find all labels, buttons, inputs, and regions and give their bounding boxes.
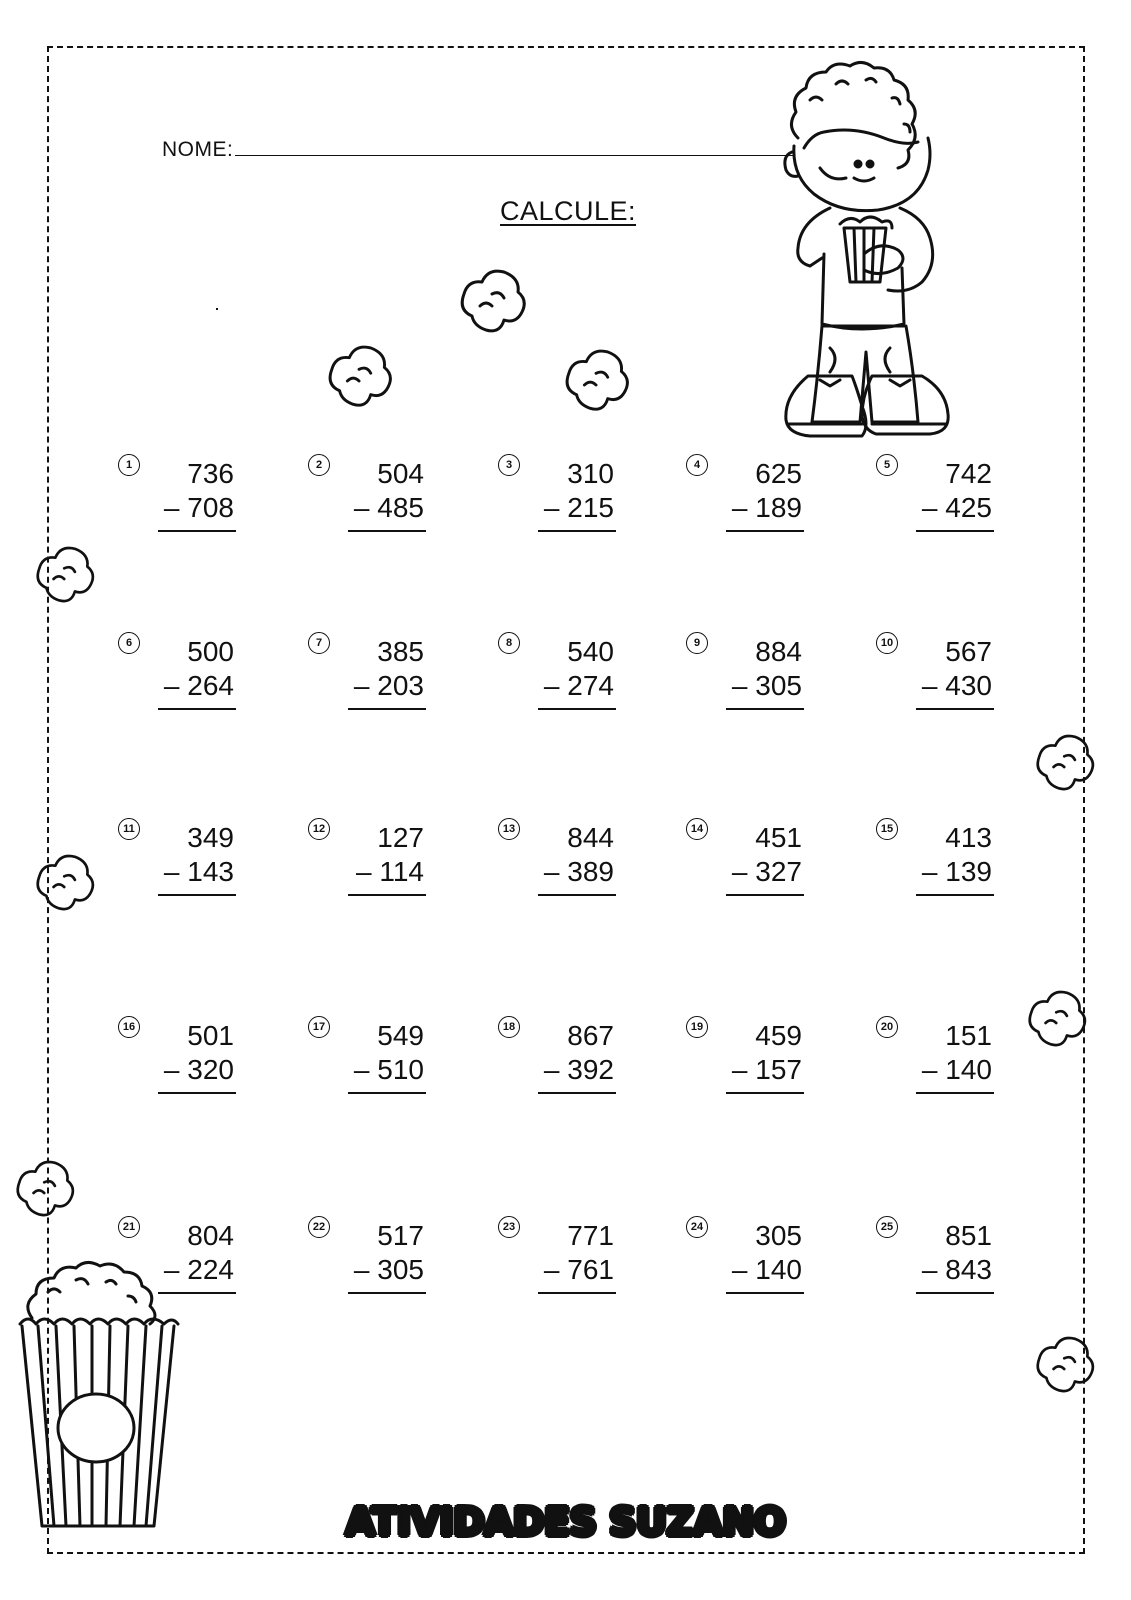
answer-line[interactable] — [726, 1292, 804, 1294]
problem-number-badge: 19 — [686, 1016, 708, 1038]
subtrahend: – 140 — [921, 1054, 992, 1085]
subtraction-problem — [308, 818, 448, 908]
answer-line[interactable] — [916, 894, 994, 896]
subtraction-problem — [686, 454, 826, 544]
subtrahend: – 320 — [163, 1054, 234, 1085]
subtrahend: – 274 — [543, 670, 614, 701]
minuend: 742 — [945, 458, 992, 489]
minuend: 459 — [755, 1020, 802, 1051]
subtraction-problem — [118, 1016, 258, 1106]
problem-number-badge: 9 — [686, 632, 708, 654]
problem-number-badge: 1 — [118, 454, 140, 476]
subtraction-problem — [308, 454, 448, 544]
subtrahend: – 485 — [353, 492, 424, 523]
boy-with-popcorn-illustration — [780, 58, 960, 453]
subtrahend: – 224 — [163, 1254, 234, 1285]
problem-number-badge: 18 — [498, 1016, 520, 1038]
problem-number-badge: 23 — [498, 1216, 520, 1238]
subtraction-problem — [876, 1216, 1016, 1306]
answer-line[interactable] — [726, 708, 804, 710]
problem-number-badge: 5 — [876, 454, 898, 476]
minuend: 127 — [377, 822, 424, 853]
problem-number-badge: 6 — [118, 632, 140, 654]
answer-line[interactable] — [348, 894, 426, 896]
subtrahend: – 114 — [356, 856, 424, 887]
popcorn-kernel-icon — [326, 346, 396, 416]
subtrahend: – 708 — [163, 492, 234, 523]
minuend: 804 — [187, 1220, 234, 1251]
name-label: NOME: — [162, 138, 234, 161]
answer-line[interactable] — [348, 530, 426, 532]
answer-line[interactable] — [158, 894, 236, 896]
minuend: 517 — [377, 1220, 424, 1251]
minuend: 349 — [187, 822, 234, 853]
subtrahend: – 430 — [921, 670, 992, 701]
minuend: 867 — [567, 1020, 614, 1051]
problem-number-badge: 3 — [498, 454, 520, 476]
problem-number-badge: 13 — [498, 818, 520, 840]
problem-number-badge: 22 — [308, 1216, 330, 1238]
problem-number-badge: 25 — [876, 1216, 898, 1238]
subtraction-problem — [686, 818, 826, 908]
problem-number-badge: 16 — [118, 1016, 140, 1038]
subtrahend: – 425 — [921, 492, 992, 523]
answer-line[interactable] — [916, 1092, 994, 1094]
subtrahend: – 392 — [543, 1054, 614, 1085]
problem-number-badge: 21 — [118, 1216, 140, 1238]
minuend: 851 — [945, 1220, 992, 1251]
minuend: 884 — [755, 636, 802, 667]
problem-number-badge: 17 — [308, 1016, 330, 1038]
answer-line[interactable] — [348, 1092, 426, 1094]
answer-line[interactable] — [348, 1292, 426, 1294]
footer-brand — [0, 1500, 1131, 1544]
subtraction-problem — [498, 1216, 638, 1306]
problem-number-badge: 12 — [308, 818, 330, 840]
footer-brand-text: ATIVIDADES SUZANO — [345, 1500, 786, 1544]
popcorn-kernel-icon — [1026, 990, 1090, 1056]
problem-number-badge: 4 — [686, 454, 708, 476]
subtrahend: – 143 — [163, 856, 234, 887]
subtraction-problem — [308, 632, 448, 722]
subtraction-problem — [118, 632, 258, 722]
answer-line[interactable] — [538, 708, 616, 710]
subtraction-problem — [118, 1216, 258, 1306]
name-blank-line[interactable] — [235, 155, 795, 156]
subtrahend: – 510 — [353, 1054, 424, 1085]
name-field[interactable] — [162, 138, 795, 162]
answer-line[interactable] — [538, 1292, 616, 1294]
answer-line[interactable] — [538, 1092, 616, 1094]
subtraction-problem — [498, 1016, 638, 1106]
stray-dot — [216, 308, 218, 310]
minuend: 549 — [377, 1020, 424, 1051]
minuend: 151 — [945, 1020, 992, 1051]
minuend: 501 — [187, 1020, 234, 1051]
minuend: 625 — [755, 458, 802, 489]
problem-number-badge: 11 — [118, 818, 140, 840]
answer-line[interactable] — [538, 894, 616, 896]
minuend: 413 — [945, 822, 992, 853]
subtraction-problem — [686, 1016, 826, 1106]
popcorn-kernel-icon — [1034, 734, 1098, 800]
subtrahend: – 843 — [921, 1254, 992, 1285]
answer-line[interactable] — [916, 708, 994, 710]
subtrahend: – 264 — [163, 670, 234, 701]
popcorn-kernel-icon — [1034, 1336, 1098, 1402]
subtraction-problem — [498, 632, 638, 722]
minuend: 385 — [377, 636, 424, 667]
problem-number-badge: 15 — [876, 818, 898, 840]
subtraction-problem — [498, 818, 638, 908]
answer-line[interactable] — [348, 708, 426, 710]
subtrahend: – 139 — [921, 856, 992, 887]
answer-line[interactable] — [158, 1292, 236, 1294]
minuend: 305 — [755, 1220, 802, 1251]
answer-line[interactable] — [916, 1292, 994, 1294]
problem-number-badge: 24 — [686, 1216, 708, 1238]
problem-number-badge: 14 — [686, 818, 708, 840]
minuend: 504 — [377, 458, 424, 489]
answer-line[interactable] — [538, 530, 616, 532]
popcorn-kernel-icon — [562, 350, 634, 420]
minuend: 771 — [567, 1220, 614, 1251]
answer-line[interactable] — [158, 530, 236, 532]
problem-number-badge: 8 — [498, 632, 520, 654]
subtrahend: – 140 — [731, 1254, 802, 1285]
problem-number-badge: 7 — [308, 632, 330, 654]
minuend: 567 — [945, 636, 992, 667]
minuend: 451 — [755, 822, 802, 853]
subtrahend: – 215 — [543, 492, 614, 523]
subtraction-problem — [876, 632, 1016, 722]
answer-line[interactable] — [726, 530, 804, 532]
answer-line[interactable] — [726, 1092, 804, 1094]
subtrahend: – 305 — [353, 1254, 424, 1285]
problem-number-badge: 2 — [308, 454, 330, 476]
popcorn-kernel-icon — [34, 854, 98, 920]
minuend: 540 — [567, 636, 614, 667]
subtraction-problem — [876, 818, 1016, 908]
subtraction-problem — [498, 454, 638, 544]
minuend: 844 — [567, 822, 614, 853]
subtraction-problem — [308, 1216, 448, 1306]
problem-number-badge: 10 — [876, 632, 898, 654]
subtrahend: – 189 — [731, 492, 802, 523]
problem-number-badge: 20 — [876, 1016, 898, 1038]
subtrahend: – 203 — [353, 670, 424, 701]
popcorn-kernel-icon — [458, 270, 530, 342]
minuend: 500 — [187, 636, 234, 667]
subtraction-problem — [876, 1016, 1016, 1106]
subtraction-problem — [308, 1016, 448, 1106]
minuend: 736 — [187, 458, 234, 489]
answer-line[interactable] — [916, 530, 994, 532]
subtrahend: – 389 — [543, 856, 614, 887]
subtraction-problem — [118, 454, 258, 544]
answer-line[interactable] — [726, 894, 804, 896]
subtraction-problem — [686, 1216, 826, 1306]
subtrahend: – 305 — [731, 670, 802, 701]
subtraction-problem — [118, 818, 258, 908]
popcorn-kernel-icon — [34, 546, 98, 612]
popcorn-kernel-icon — [14, 1160, 78, 1226]
subtrahend: – 327 — [731, 856, 802, 887]
subtraction-problem — [876, 454, 1016, 544]
subtrahend: – 157 — [731, 1054, 802, 1085]
subtrahend: – 761 — [543, 1254, 614, 1285]
answer-line[interactable] — [158, 708, 236, 710]
minuend: 310 — [567, 458, 614, 489]
answer-line[interactable] — [158, 1092, 236, 1094]
instruction-heading: CALCULE: — [500, 196, 637, 226]
subtraction-problem — [686, 632, 826, 722]
